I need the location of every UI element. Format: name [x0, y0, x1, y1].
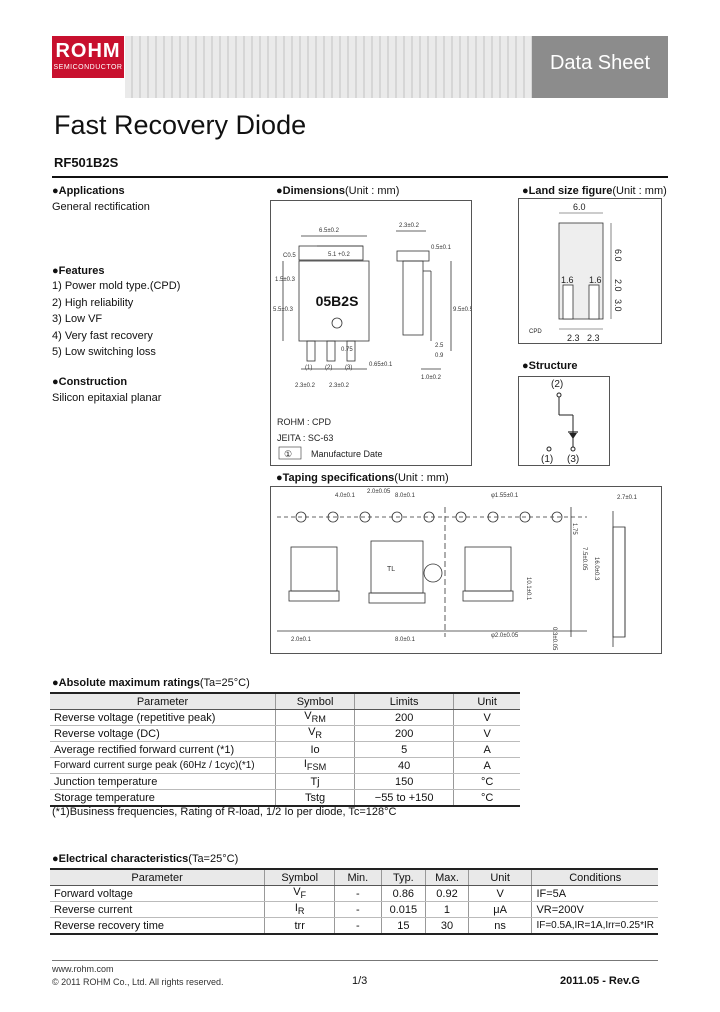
taping-label: 8.0±0.1	[395, 637, 415, 643]
page-number: 1/3	[352, 975, 368, 987]
taping-drawing	[271, 487, 661, 653]
taping-unit: (Unit : mm)	[394, 472, 449, 484]
structure-drawing	[519, 377, 609, 465]
unit-cell: V	[468, 886, 532, 902]
table-row	[50, 790, 520, 807]
abs-max-col: Parameter	[50, 693, 276, 710]
land-label: 1.6	[589, 275, 602, 285]
table-row	[50, 710, 520, 726]
applications-heading: ●Applications	[52, 185, 125, 197]
conditions-cell: VR=200V	[532, 902, 658, 918]
abs-max-heading-row	[52, 677, 250, 689]
max-cell: 1	[426, 902, 469, 918]
dimensions-unit: (Unit : mm)	[345, 185, 400, 197]
land-size-drawing	[519, 199, 661, 343]
conditions-cell: IF=0.5A,IR=1A,Irr=0.25*IR	[532, 918, 658, 935]
footer-copyright: © 2011 ROHM Co., Ltd. All rights reserved.	[52, 977, 224, 987]
max-cell: 0.92	[426, 886, 469, 902]
land-label: 2.3	[587, 333, 600, 343]
dim-label: 0.5±0.1	[431, 245, 451, 251]
unit-cell: °C	[454, 774, 520, 790]
unit-cell: °C	[454, 790, 520, 807]
limit-cell: −55 to +150	[355, 790, 454, 807]
param-cell: Reverse recovery time	[50, 918, 265, 935]
max-cell: 30	[426, 918, 469, 935]
table-row	[50, 742, 520, 758]
manufacture-date-label: Manufacture Date	[311, 449, 383, 459]
dim-label: 5.5±0.3	[273, 307, 293, 313]
rohm-logo	[52, 36, 124, 78]
typ-cell: 0.86	[381, 886, 426, 902]
taping-label: 8.0±0.1	[395, 493, 415, 499]
elec-heading-row	[52, 853, 238, 865]
land-size-heading: ●Land size figure	[522, 185, 613, 197]
land-label: 1.6	[561, 275, 574, 285]
dim-label: 2.3±0.2	[399, 223, 419, 229]
param-cell: Forward voltage	[50, 886, 265, 902]
structure-heading: ●Structure	[522, 360, 578, 372]
revision-date: 2011.05 - Rev.G	[560, 975, 640, 987]
manufacture-date-marker: ①	[284, 449, 293, 459]
typ-cell: 15	[381, 918, 426, 935]
footer-divider	[52, 960, 658, 961]
symbol-cell: Io	[276, 742, 355, 758]
dim-label: 0.75	[341, 347, 353, 353]
feature-item: 3) Low VF	[52, 313, 103, 325]
features-list	[52, 280, 180, 363]
footer-url[interactable]: www.rohm.com	[52, 964, 114, 974]
limit-cell: 200	[355, 710, 454, 726]
taping-label: φ2.0±0.05	[491, 633, 519, 639]
elec-col: Max.	[426, 869, 469, 886]
taping-label: 7.5±0.05	[581, 547, 587, 571]
abs-max-heading: ●Absolute maximum ratings	[52, 677, 200, 689]
dimensions-drawing	[271, 201, 471, 465]
package-jeita: JEITA : SC-63	[277, 433, 334, 443]
taping-label: 0.3±0.05	[551, 627, 557, 651]
dim-label: 5.1 +0.2	[328, 252, 350, 258]
part-number: RF501B2S	[54, 155, 119, 170]
dimensions-heading: ●Dimensions	[276, 185, 345, 197]
land-label: CPD	[529, 329, 542, 335]
table-row	[50, 726, 520, 742]
land-size-figure	[518, 198, 662, 344]
taping-label: 1.75	[571, 523, 577, 535]
taping-heading-row	[276, 472, 449, 484]
taping-label: 16.0±0.3	[593, 557, 599, 581]
doc-type-banner	[532, 36, 668, 98]
header-divider	[52, 176, 668, 178]
elec-col: Min.	[335, 869, 381, 886]
land-label: 6.0	[613, 249, 623, 262]
min-cell: -	[335, 902, 381, 918]
symbol-cell: $V_R$	[276, 726, 355, 742]
limit-cell: 40	[355, 758, 454, 774]
feature-item: 4) Very fast recovery	[52, 329, 153, 342]
abs-max-col: Limits	[355, 693, 454, 710]
param-cell: Junction temperature	[50, 774, 276, 790]
land-size-heading-row	[522, 185, 667, 197]
limit-cell: 5	[355, 742, 454, 758]
taping-label: 2.7±0.1	[617, 495, 637, 501]
elec-col: Parameter	[50, 869, 265, 886]
elec-heading: ●Electrical characteristics	[52, 853, 189, 865]
logo-subtitle: SEMICONDUCTOR	[53, 64, 123, 71]
land-label: 3.0	[613, 299, 623, 312]
elec-col: Symbol	[265, 869, 335, 886]
min-cell: -	[335, 918, 381, 935]
feature-item: 1) Power mold type.(CPD)	[52, 280, 181, 292]
param-cell: Average rectified forward current (*1)	[50, 742, 276, 758]
dimensions-figure	[270, 200, 472, 466]
dim-label: 2.5	[435, 343, 444, 349]
unit-cell: μA	[468, 902, 532, 918]
land-label: 2.3	[567, 333, 580, 343]
land-size-unit: (Unit : mm)	[612, 185, 667, 197]
param-cell: Reverse current	[50, 902, 265, 918]
dimensions-heading-row	[276, 185, 399, 197]
taping-heading: ●Taping specifications	[276, 472, 395, 484]
land-label: 6.0	[573, 202, 586, 212]
param-cell: Reverse voltage (DC)	[50, 726, 276, 742]
taping-label: φ1.55±0.1	[491, 493, 519, 499]
applications-text: General rectification	[52, 201, 150, 213]
land-label: 2.0	[613, 279, 623, 292]
structure-pin: (1)	[541, 454, 554, 465]
elec-col: Conditions	[532, 869, 658, 886]
dim-label: 1.5±0.3	[275, 277, 295, 283]
typ-cell: 0.015	[381, 902, 426, 918]
marking-text: 05B2S	[315, 293, 359, 309]
dim-label: C0.5	[283, 253, 296, 259]
doc-type: Data Sheet	[549, 52, 651, 74]
elec-table	[50, 868, 658, 935]
abs-max-table	[50, 692, 520, 807]
taping-figure	[270, 486, 662, 654]
feature-item: 2) High reliability	[52, 296, 134, 309]
table-row	[50, 902, 658, 918]
features-heading: ●Features	[52, 265, 105, 277]
unit-cell: ns	[468, 918, 532, 935]
unit-cell: A	[454, 742, 520, 758]
abs-max-note: (*1)Business frequencies, Rating of R-load, 1/2 Io per diode, Tc=128°C	[52, 806, 397, 818]
pin-label: (2)	[325, 365, 333, 371]
table-row	[50, 774, 520, 790]
table-row	[50, 758, 520, 774]
taping-label: 2.0±0.05	[367, 489, 391, 495]
taping-label: 2.0±0.1	[291, 637, 311, 643]
param-cell: Reverse voltage (repetitive peak)	[50, 710, 276, 726]
abs-max-col: Symbol	[276, 693, 355, 710]
unit-cell: A	[454, 758, 520, 774]
dim-label: 2.3±0.2	[295, 383, 315, 389]
symbol-cell: $V_F$	[265, 886, 335, 902]
symbol-cell: $I_{FSM}$	[276, 758, 355, 774]
dim-label: 2.3±0.2	[329, 383, 349, 389]
structure-figure	[518, 376, 610, 466]
table-row	[50, 918, 658, 935]
structure-pin: (2)	[551, 379, 564, 390]
unit-cell: V	[454, 726, 520, 742]
page-title: Fast Recovery Diode	[54, 110, 307, 140]
dim-label: 0.9	[435, 353, 444, 359]
feature-item: 5) Low switching loss	[52, 346, 156, 358]
param-cell: Forward current surge peak (60Hz / 1cyc)(*1)	[50, 758, 276, 774]
limit-cell: 200	[355, 726, 454, 742]
symbol-cell: Tstg	[276, 790, 355, 807]
construction-text: Silicon epitaxial planar	[52, 392, 162, 404]
symbol-cell: Tj	[276, 774, 355, 790]
elec-col: Unit	[468, 869, 532, 886]
package-rohm: ROHM : CPD	[277, 417, 331, 427]
taping-label: 10.1±0.1	[525, 577, 531, 601]
logo-brand: ROHM	[55, 40, 121, 62]
symbol-cell: $I_R$	[265, 902, 335, 918]
abs-max-col: Unit	[454, 693, 520, 710]
dim-label: 1.0±0.2	[421, 375, 441, 381]
construction-heading: ●Construction	[52, 376, 128, 388]
param-cell: Storage temperature	[50, 790, 276, 807]
unit-cell: V	[454, 710, 520, 726]
elec-col: Typ.	[381, 869, 426, 886]
dim-label: 6.5±0.2	[319, 228, 339, 234]
structure-pin: (3)	[567, 454, 580, 465]
pin-label: (3)	[345, 365, 353, 371]
conditions-cell: IF=5A	[532, 886, 658, 902]
taping-label: TL	[387, 566, 396, 573]
taping-label: 4.0±0.1	[335, 493, 355, 499]
min-cell: -	[335, 886, 381, 902]
table-row	[50, 886, 658, 902]
elec-condition: (Ta=25°C)	[188, 853, 239, 865]
symbol-cell: $V_{RM}$	[276, 710, 355, 726]
symbol-cell: trr	[265, 918, 335, 935]
limit-cell: 150	[355, 774, 454, 790]
dim-label: 0.65±0.1	[369, 362, 393, 368]
abs-max-condition: (Ta=25°C)	[199, 677, 250, 689]
dim-label: 9.5±0.5	[453, 307, 471, 313]
pin-label: (1)	[305, 365, 313, 371]
